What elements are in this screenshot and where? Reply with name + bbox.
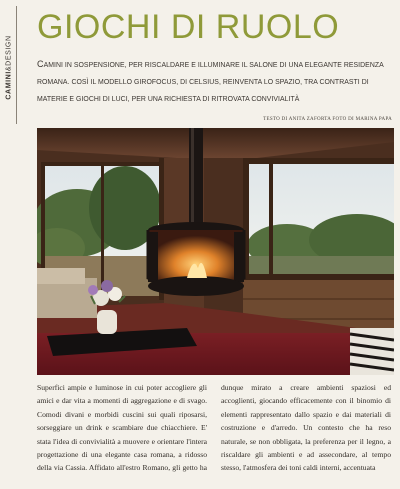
photo-illustration (37, 128, 394, 375)
deck-text: AMINI IN SOSPENSIONE, PER RISCALDARE E ILLUMINARE IL SALONE DI UNA ELEGANTE RESIDENZA ROMANA. COSÌ IL MODELLO GIROFOCUS, DI CELSIUS, REINVENTA LO SPAZIO, TRA CONTRASTI DI MATERIE E GIOCHI DI LUCI, PER UNA RICHIESTA DI RITROVATA CONVIVIALITÀ (37, 62, 384, 103)
article-deck (37, 56, 389, 108)
section-label-rest: &DESIGN (5, 34, 13, 71)
section-label-bold: CAMINI (5, 70, 13, 100)
section-label-text (6, 35, 13, 99)
section-divider (16, 6, 17, 124)
suspended-fireplace-interior-photo (37, 128, 394, 375)
section-label (3, 12, 15, 122)
deck-drop-cap: C (37, 59, 44, 69)
article-headline: GIOCHI DI RUOLO (37, 8, 340, 46)
article-body (37, 381, 391, 489)
article-credits: TESTO DI ANITA ZAFORTA FOTO DI MARINA PAPA (263, 117, 392, 122)
article-body-text: Superfici ampie e luminose in cui poter accogliere gli amici e dar vita a momenti di aggregazione e di svago. Comodi divani e morbidi cuscini sui quali riposarsi, sorseggiare un drink e scambiare due chiacchiere. E' stata l'idea di convivialità a muovere e orientare l'intera progettazione di una elegante casa romana, a ridosso della via Cassia. Affidato all'estro Romano, gli getto ha dunque mirato a creare ambienti spaziosi ed accoglienti, giocando efficacemente con il binomio di elementi rappresentato dallo spazio e dai materiali di costruzione e d'arredo. Un contesto che ha reso naturale, se non obbligata, la preferenza per il legno, a riscaldare gli ambienti e ad assecondare, al tempo stesso, l'atmosfera dei toni caldi interni, accentuata (37, 383, 391, 473)
